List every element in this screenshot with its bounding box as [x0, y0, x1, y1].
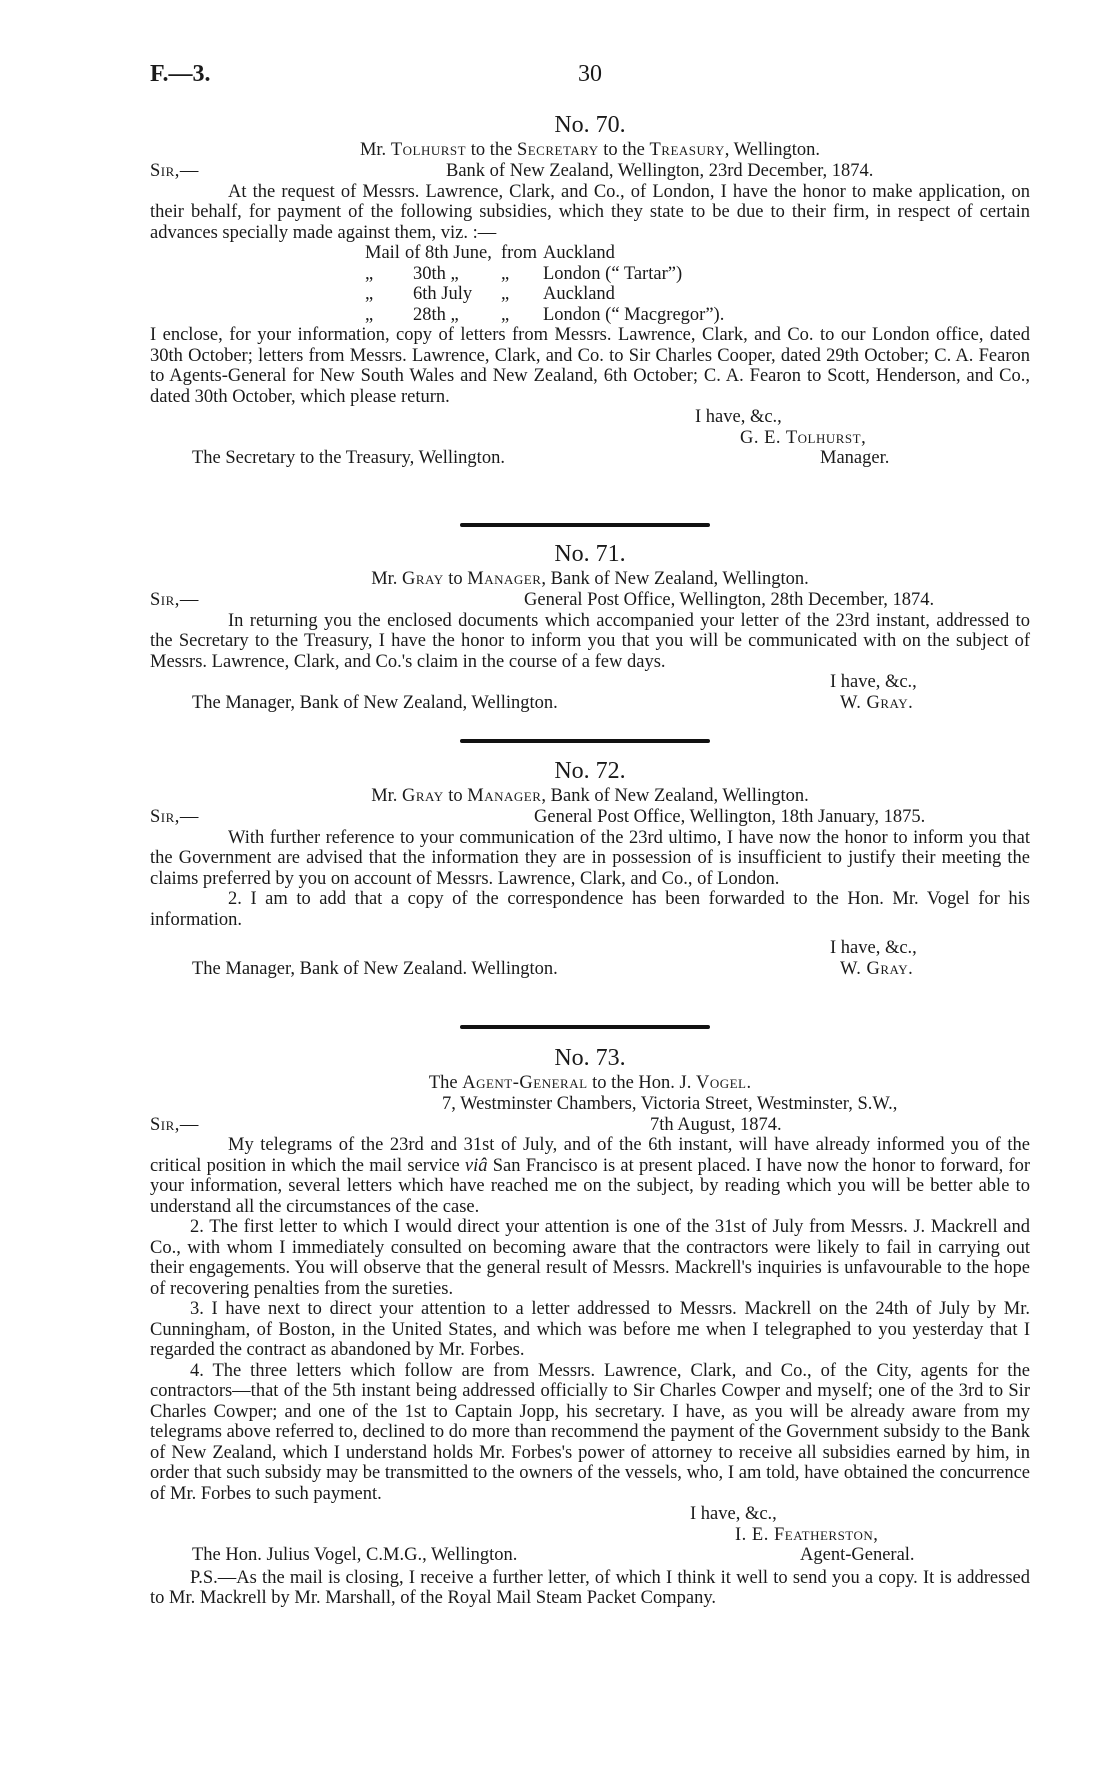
addressee: The Manager, Bank of New Zealand, Wellington. — [192, 692, 558, 713]
letter-72 — [150, 756, 1030, 979]
section-divider — [460, 523, 710, 527]
page-header — [150, 61, 1030, 94]
paragraph: 2. The first letter to which I would direct your attention is one of the 31st of July from Messrs. J. Mackrell and Co., with whom I immediately consulted on becoming aware that the contractors were likely to fail in carrying out their engagements. You will observe that the general result of Messrs. Mackrell's inquiries is unfavourable to the hope of recovering penalties from the sureties. — [150, 1217, 1030, 1299]
document-reference: F.—3. — [150, 61, 211, 87]
signatory-role: Agent-General. — [800, 1545, 915, 1565]
salutation: Sir,— — [150, 807, 199, 827]
sender-address: 7, Westminster Chambers, Victoria Street, Westminster, S.W., — [442, 1094, 898, 1114]
letter-73 — [150, 1043, 1030, 1609]
list-item: „ 28th „ „ London (“ Macgregor”). — [365, 304, 725, 325]
paragraph: With further reference to your communication of the 23rd ultimo, I have now the honor to inform you that the Government are advised that the information they are in possession of is insufficient to justify their meeting the claims preferred by you on account of Messrs. Lawrence, Clark, and Co., of London. — [150, 827, 1030, 889]
closing: I have, &c., — [830, 672, 917, 692]
closing: I have, &c., — [690, 1504, 777, 1524]
paragraph: 4. The three letters which follow are from Messrs. Lawrence, Clark, and Co., of the City, agents for the contractors—that of the 5th instant being addressed officially to Sir Charles Cowper and myself; one of the 3rd to Sir Charles Cowper; and one of the 1st to Captain Jopp, his secretary. I have, as you will be already aware from my telegrams above referred to, declined to do more than recommend the payment of the Government subsidy to the Bank of New Zealand, which I understand holds Mr. Forbes's power of attorney to receive all subsidies earned by him, in order that such subsidy may be transmitted to the owners of the vessels, who, I am told, have obtained the concurrence of Mr. Forbes to such payment. — [150, 1360, 1030, 1504]
letter-title: Mr. Gray to Manager, Bank of New Zealand, Wellington. — [371, 569, 809, 589]
addressee: The Secretary to the Treasury, Wellington. — [192, 448, 505, 468]
paragraph: I enclose, for your information, copy of letters from Messrs. Lawrence, Clark, and Co. to our London office, dated 30th October; letters from Messrs. Lawrence, Clark, and Co. to Sir Charles Cooper, dated 29th October; C. A. Fearon to Agents-General for New South Wales and New Zealand, 6th October; C. A. Fearon to Scott, Henderson, and Co., dated 30th October, which please return. — [150, 325, 1030, 407]
letter-70 — [150, 110, 1030, 469]
page-number: 30 — [578, 61, 602, 87]
mail-list — [365, 243, 1030, 325]
place-date: General Post Office, Wellington, 28th December, 1874. — [524, 590, 935, 610]
signature: G. E. Tolhurst, — [740, 427, 867, 448]
letter-title: The Agent-General to the Hon. J. Vogel. — [428, 1073, 752, 1093]
list-item: „ 6th July „ Auckland — [365, 284, 615, 304]
place-date: General Post Office, Wellington, 18th January, 1875. — [534, 807, 926, 827]
letter-71 — [150, 539, 1030, 713]
paragraph: In returning you the enclosed documents which accompanied your letter of the 23rd instant, addressed to the Secretary to the Treasury, I have the honor to inform you that you will be communicated with on the subject of Messrs. Lawrence, Clark, and Co.'s claim in the course of a few days. — [150, 610, 1030, 672]
signatory-role: Manager. — [820, 448, 890, 468]
signature: W. Gray. — [840, 692, 914, 713]
paragraph: My telegrams of the 23rd and 31st of July, and of the 6th instant, will have already informed you of the critical position in which the mail service viâ San Francisco is at present placed. I have now the honor to forward, for your information, several letters which have reached me on the subject, by reading which you will be better able to understand all the circumstances of the case. — [150, 1135, 1030, 1217]
letter-number: No. 72. — [554, 758, 626, 784]
salutation: Sir,— — [150, 161, 199, 181]
postscript: P.S.—As the mail is closing, I receive a further letter, of which I think it well to send you a copy. It is addressed to Mr. Mackrell by Mr. Marshall, of the Royal Mail Steam Packet Company. — [150, 1567, 1030, 1608]
signature: W. Gray. — [840, 958, 914, 979]
place-date: Bank of New Zealand, Wellington, 23rd December, 1874. — [446, 161, 874, 181]
paragraph: 2. I am to add that a copy of the correspondence has been forwarded to the Hon. Mr. Vogel for his information. — [150, 889, 1030, 930]
closing: I have, &c., — [830, 938, 917, 958]
paragraph: 3. I have next to direct your attention to a letter addressed to Messrs. Mackrell on the 24th of July by Mr. Cunningham, of Boston, in the United States, and which was before me when I telegraphed to you yesterday that I regarded the contract as abandoned by Mr. Forbes. — [150, 1299, 1030, 1360]
paragraph: At the request of Messrs. Lawrence, Clark, and Co., of London, I have the honor to make application, on their behalf, for payment of the following subsidies, which they state to be due to their firm, in respect of certain advances specially made against them, viz. :— — [150, 181, 1030, 243]
addressee: The Manager, Bank of New Zealand. Wellington. — [192, 958, 558, 979]
section-divider — [460, 739, 710, 743]
letter-number: No. 73. — [554, 1045, 626, 1071]
letter-number: No. 71. — [554, 541, 626, 567]
addressee: The Hon. Julius Vogel, C.M.G., Wellington. — [192, 1545, 518, 1565]
letter-date: 7th August, 1874. — [650, 1114, 782, 1135]
list-item: „ 30th „ „ London (“ Tartar”) — [365, 263, 683, 284]
section-divider — [460, 1025, 710, 1029]
letter-title: Mr. Tolhurst to the Secretary to the Treasury, Wellington. — [359, 140, 821, 160]
closing: I have, &c., — [695, 407, 782, 427]
list-item: Mail of 8th June, from Auckland — [365, 243, 615, 263]
letter-number: No. 70. — [554, 112, 626, 138]
signature: I. E. Featherston, — [735, 1524, 879, 1545]
letter-title: Mr. Gray to Manager, Bank of New Zealand, Wellington. — [371, 786, 809, 806]
salutation: Sir,— — [150, 590, 199, 610]
salutation: Sir,— — [150, 1114, 199, 1135]
